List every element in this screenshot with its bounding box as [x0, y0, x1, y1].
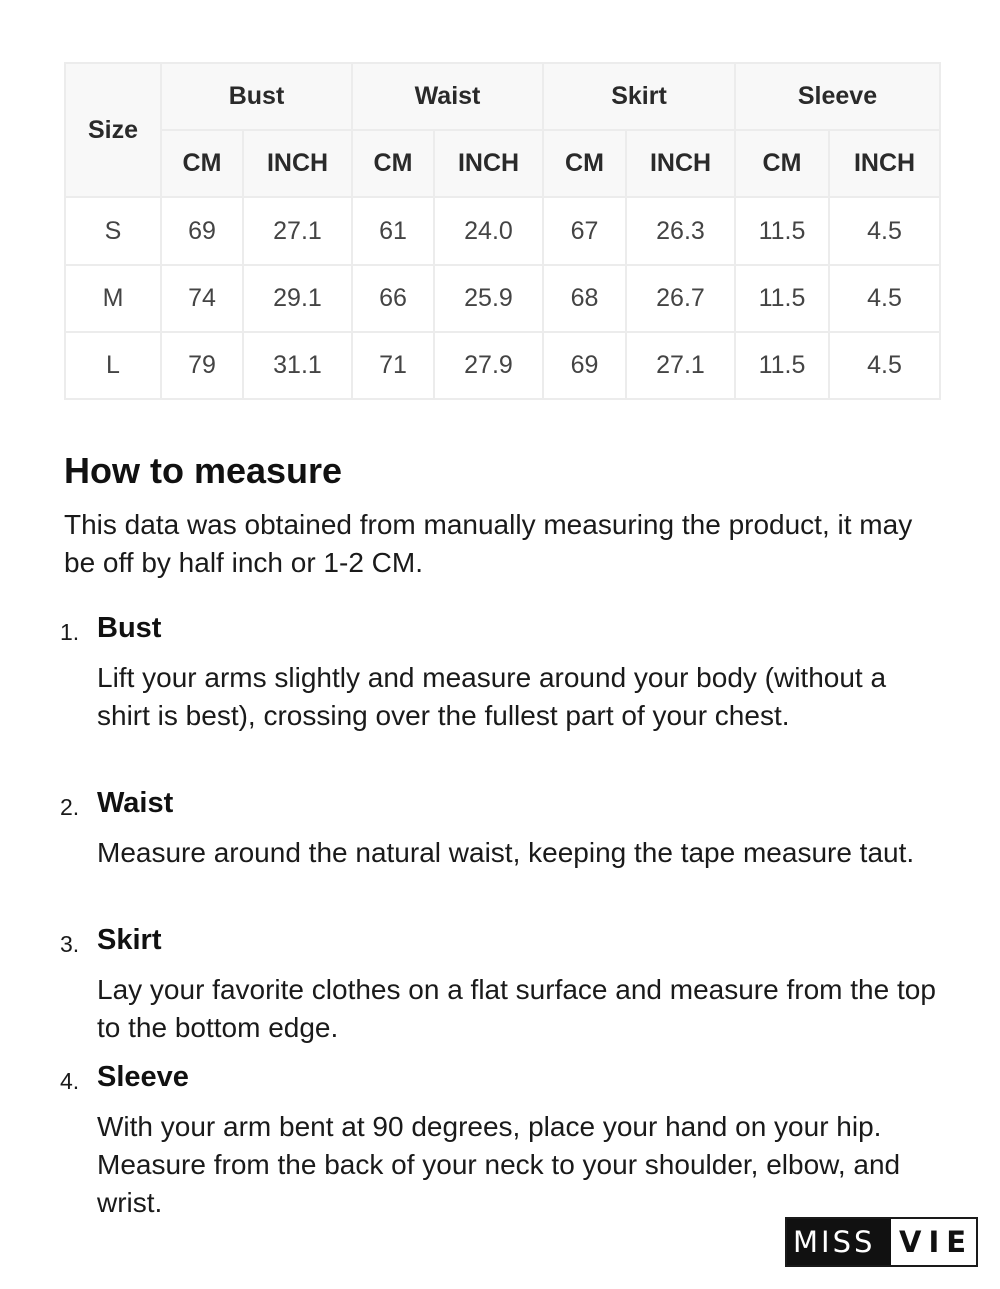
table-cell: 66 [352, 265, 434, 332]
table-cell: 27.9 [434, 332, 543, 399]
table-group-header-row [65, 63, 940, 130]
measure-intro-text: This data was obtained from manually measuring the product, it may be off by half inch or 1-2 CM. [64, 509, 913, 578]
table-cell: 27.1 [626, 332, 735, 399]
group-header-bust: Bust [161, 63, 352, 130]
unit-header: CM [543, 130, 626, 197]
table-unit-header-row [65, 130, 940, 197]
step-title: Skirt [97, 924, 162, 956]
size-chart-table [64, 62, 941, 400]
table-cell: 71 [352, 332, 434, 399]
unit-header: INCH [243, 130, 352, 197]
table-cell: 4.5 [829, 265, 940, 332]
table-cell: 68 [543, 265, 626, 332]
step-title: Sleeve [97, 1061, 189, 1093]
unit-header: INCH [434, 130, 543, 197]
unit-header: CM [352, 130, 434, 197]
table-row [65, 265, 940, 332]
step-description: Lay your favorite clothes on a flat surface and measure from the top to the bottom edge. [97, 974, 936, 1043]
table-cell: 11.5 [735, 332, 829, 399]
brand-logo [785, 1217, 978, 1267]
table-cell: 11.5 [735, 197, 829, 265]
how-to-measure-heading: How to measure [64, 450, 343, 491]
step-number: 4. [60, 1068, 80, 1094]
step-number: 1. [60, 619, 80, 645]
unit-header: CM [161, 130, 243, 197]
unit-header: INCH [626, 130, 735, 197]
table-cell: 24.0 [434, 197, 543, 265]
step-description: Measure around the natural waist, keeping the tape measure taut. [97, 837, 915, 868]
table-cell: 29.1 [243, 265, 352, 332]
step-title: Bust [97, 612, 162, 644]
step-description: Lift your arms slightly and measure around your body (without a shirt is best), crossing over the fullest part of your chest. [97, 662, 887, 731]
size-cell: L [65, 332, 161, 399]
size-cell: S [65, 197, 161, 265]
logo-text-vie: VIE [891, 1219, 973, 1265]
table-cell: 26.7 [626, 265, 735, 332]
table-cell: 74 [161, 265, 243, 332]
size-cell: M [65, 265, 161, 332]
table-cell: 26.3 [626, 197, 735, 265]
logo-text-miss: MISS [787, 1219, 891, 1265]
table-cell: 27.1 [243, 197, 352, 265]
table-cell: 61 [352, 197, 434, 265]
table-row [65, 332, 940, 399]
table-cell: 69 [543, 332, 626, 399]
step-description: With your arm bent at 90 degrees, place your hand on your hip. Measure from the back of your neck to your shoulder, elbow, and wrist. [97, 1111, 901, 1218]
table-cell: 31.1 [243, 332, 352, 399]
step-number: 3. [60, 931, 80, 957]
table-cell: 4.5 [829, 332, 940, 399]
table-row [65, 197, 940, 265]
group-header-sleeve: Sleeve [735, 63, 940, 130]
group-header-skirt: Skirt [543, 63, 735, 130]
step-number: 2. [60, 794, 80, 820]
size-header: Size [65, 63, 161, 197]
unit-header: CM [735, 130, 829, 197]
step-title: Waist [97, 787, 174, 819]
table-cell: 4.5 [829, 197, 940, 265]
table-cell: 67 [543, 197, 626, 265]
unit-header: INCH [829, 130, 940, 197]
group-header-waist: Waist [352, 63, 543, 130]
table-cell: 69 [161, 197, 243, 265]
table-cell: 79 [161, 332, 243, 399]
table-cell: 25.9 [434, 265, 543, 332]
table-cell: 11.5 [735, 265, 829, 332]
